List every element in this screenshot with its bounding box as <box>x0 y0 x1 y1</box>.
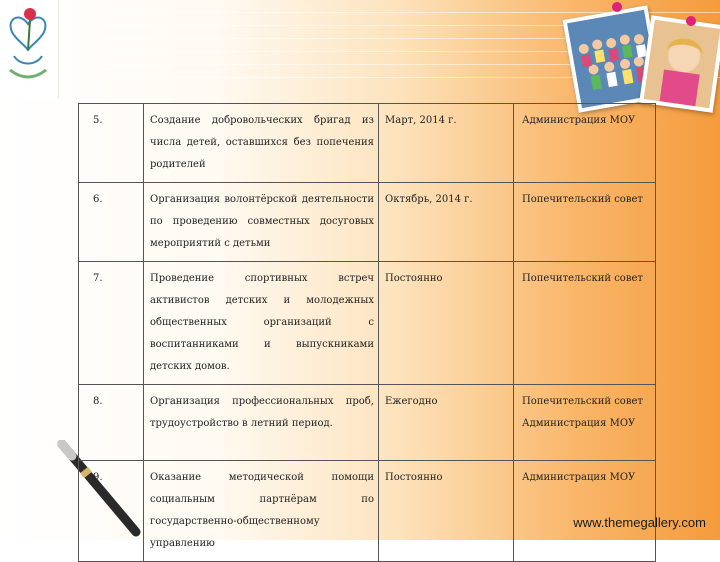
event-description: Организация профессиональных проб, трудоустройство в летний период. <box>144 385 379 461</box>
row-number: 9. <box>79 461 144 562</box>
row-number: 8. <box>79 385 144 461</box>
table-row <box>79 262 656 385</box>
event-date: Постоянно <box>379 262 514 385</box>
responsible-party: Попечительский совет <box>514 262 656 385</box>
activities-table <box>78 103 656 562</box>
event-description: Создание добровольческих бригад из числа детей, оставшихся без попечения родителей <box>144 104 379 183</box>
table-row <box>79 461 656 562</box>
logo-panel <box>0 0 59 98</box>
child-photo <box>639 15 720 112</box>
event-description: Оказание методической помощи социальным партнёрам по государственно-общественному управлению <box>144 461 379 562</box>
responsible-party: Администрация МОУ <box>514 104 656 183</box>
event-date: Октябрь, 2014 г. <box>379 183 514 262</box>
responsible-party: Попечительский совет <box>514 183 656 262</box>
event-description: Проведение спортивных встреч активистов детских и молодежных общественных организаций с воспитанниками и выпускниками детских домов. <box>144 262 379 385</box>
responsible-party: Администрация МОУ <box>514 461 656 562</box>
event-date: Ежегодно <box>379 385 514 461</box>
website-footer[interactable]: www.themegallery.com <box>573 515 706 530</box>
responsible-party: Попечительский совет Администрация МОУ <box>514 385 656 461</box>
row-number: 7. <box>79 262 144 385</box>
row-number: 6. <box>79 183 144 262</box>
heart-flower-logo <box>4 4 52 92</box>
table-row <box>79 183 656 262</box>
table-row <box>79 104 656 183</box>
pin-icon <box>686 16 696 26</box>
event-date: Март, 2014 г. <box>379 104 514 183</box>
event-date: Постоянно <box>379 461 514 562</box>
pin-icon <box>612 2 622 12</box>
row-number: 5. <box>79 104 144 183</box>
event-description: Организация волонтёрской деятельности по проведению совместных досуговых мероприятий с детьми <box>144 183 379 262</box>
table-row <box>79 385 656 461</box>
